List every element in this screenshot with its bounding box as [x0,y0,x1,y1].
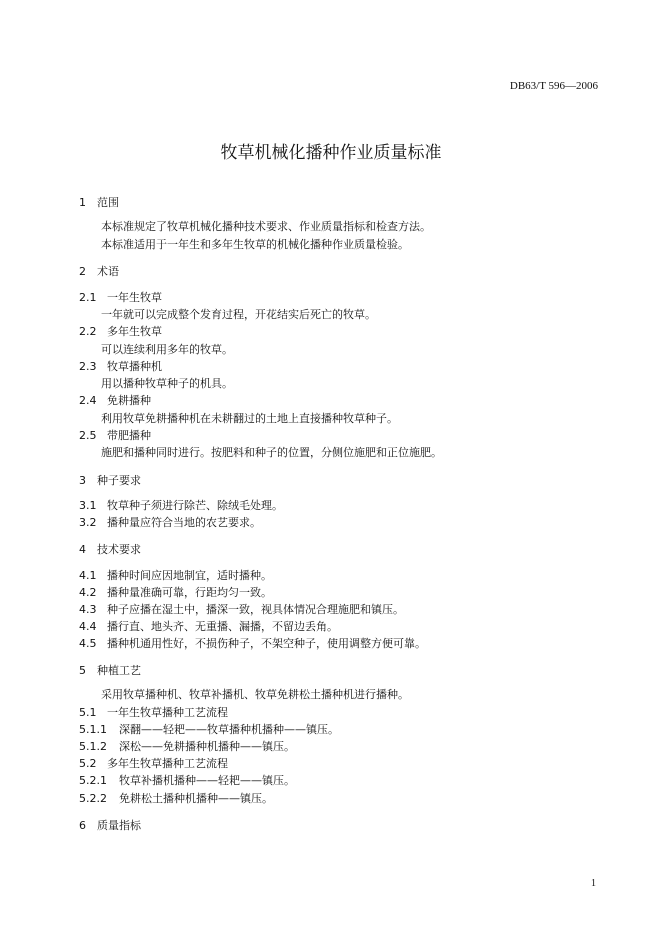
term-definition: 利用牧草免耕播种机在未耕翻过的土地上直接播种牧草种子。 [101,412,398,425]
page-number: 1 [591,878,596,889]
list-item: 5.2.1 牧草补播机播种——轻耙——镇压。 [79,774,295,787]
term-heading: 2.1 一年生牧草 [79,291,162,304]
term-heading: 2.5 带肥播种 [79,429,151,442]
term-heading: 2.2 多年生牧草 [79,325,162,338]
list-item: 3.2 播种量应符合当地的农艺要求。 [79,516,261,529]
term-heading: 2.4 免耕播种 [79,394,151,407]
section-heading-4: 4 技术要求 [79,543,141,556]
list-item: 5.2.2 免耕松土播种机播种——镇压。 [79,792,273,805]
section-heading-6: 6 质量指标 [79,819,141,832]
term-definition: 一年就可以完成整个发育过程，开花结实后死亡的牧草。 [101,308,376,321]
list-item: 3.1 牧草种子须进行除芒、除绒毛处理。 [79,499,283,512]
section-heading-1: 1 范围 [79,196,119,209]
subsection-heading: 5.1 一年生牧草播种工艺流程 [79,706,228,719]
subsection-heading: 5.2 多年生牧草播种工艺流程 [79,757,228,770]
list-item: 4.5 播种机通用性好，不损伤种子，不架空种子，使用调整方便可靠。 [79,637,426,650]
list-item: 4.2 播种量准确可靠，行距均匀一致。 [79,586,272,599]
term-definition: 用以播种牧草种子的机具。 [101,377,233,390]
list-item: 4.4 播行直、地头齐、无重播、漏播，不留边丢角。 [79,620,338,633]
document-title: 牧草机械化播种作业质量标准 [220,143,442,163]
paragraph: 本标准规定了牧草机械化播种技术要求、作业质量指标和检查方法。 [101,220,431,233]
term-definition: 可以连续利用多年的牧草。 [101,343,233,356]
section-heading-5: 5 种植工艺 [79,664,141,677]
paragraph: 采用牧草播种机、牧草补播机、牧草免耕松土播种机进行播种。 [101,688,409,701]
term-definition: 施肥和播种同时进行。按肥料和种子的位置，分侧位施肥和正位施肥。 [101,446,442,459]
list-item: 5.1.1 深翻——轻耙——牧草播种机播种——镇压。 [79,723,339,736]
list-item: 5.1.2 深松——免耕播种机播种——镇压。 [79,740,295,753]
term-heading: 2.3 牧草播种机 [79,360,162,373]
list-item: 4.3 种子应播在湿土中，播深一致，视具体情况合理施肥和镇压。 [79,603,404,616]
section-heading-2: 2 术语 [79,265,119,278]
list-item: 4.1 播种时间应因地制宜，适时播种。 [79,569,272,582]
standard-number: DB63/T 596—2006 [509,80,598,92]
section-heading-3: 3 种子要求 [79,474,141,487]
paragraph: 本标准适用于一年生和多年生牧草的机械化播种作业质量检验。 [101,238,409,251]
